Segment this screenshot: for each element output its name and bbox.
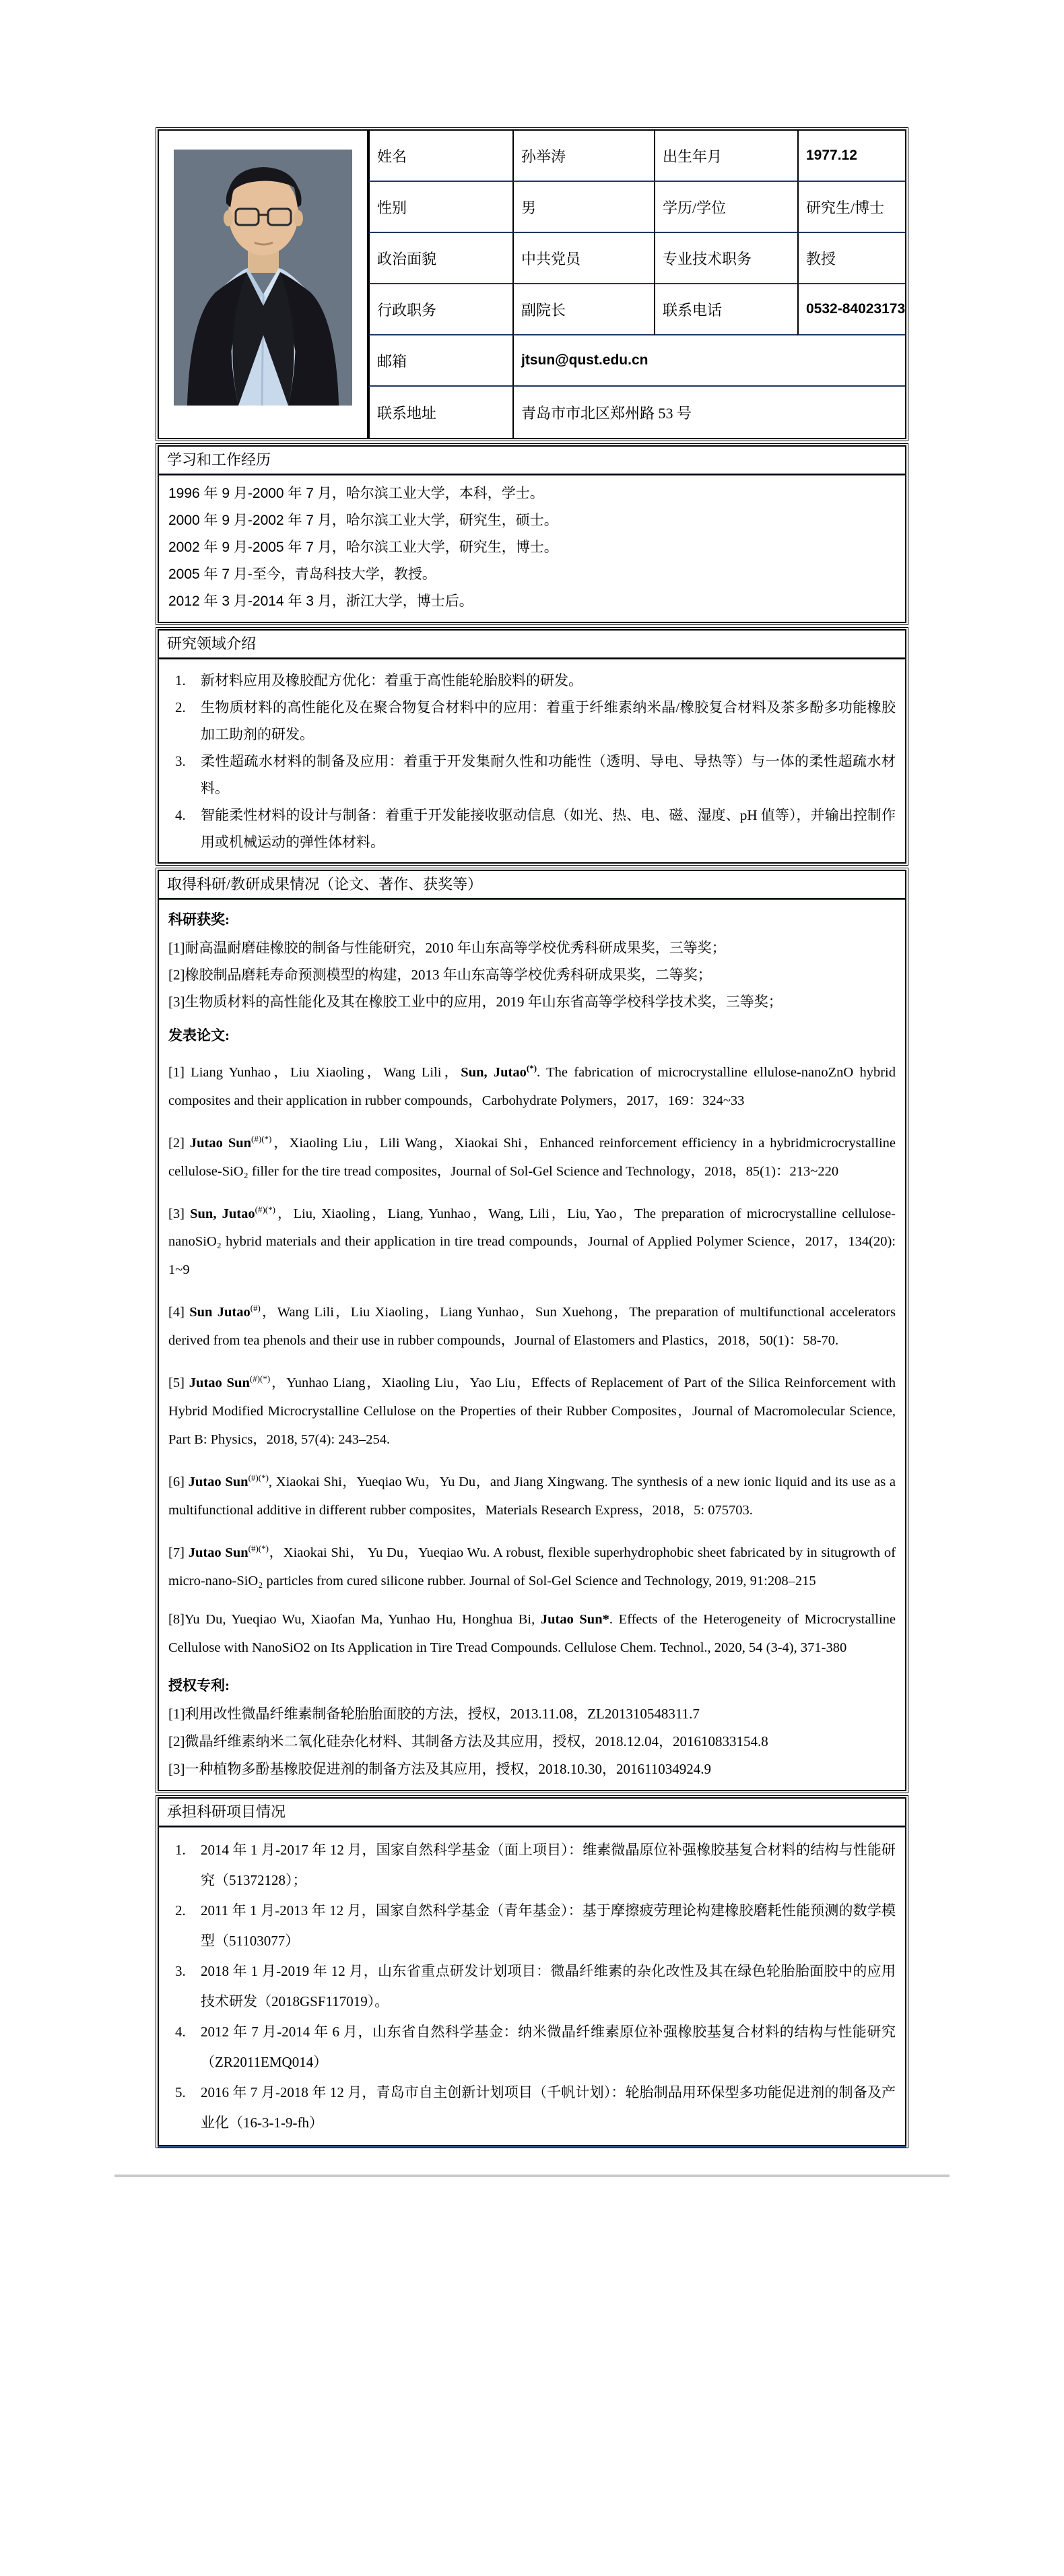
field-name-value: 孙举涛 bbox=[512, 131, 654, 182]
paper-item: [6] Jutao Sun(#)(*), Xiaokai Shi，Yueqiao Wu，Yu Du，and Jiang Xingwang. The synthesis of a new ionic liquid and its use as a multifunctional additive in different rubber composites，Materials Research Express，2018，5: 075703. bbox=[168, 1473, 896, 1518]
field-title-label: 专业技术职务 bbox=[654, 233, 797, 284]
cv-document bbox=[158, 129, 906, 2146]
awards-heading: 科研获奖: bbox=[168, 911, 230, 928]
paper-item: [1] Liang Yunhao，Liu Xiaoling，Wang Lili，Sun, Jutao(*). The fabrication of microcrystalline ellulose-nanoZnO hybrid composites and their application in rubber compounds，Carbohydrate Polymers，2017，169：324~33 bbox=[168, 1063, 896, 1108]
field-degree-value: 研究生/博士 bbox=[797, 182, 905, 233]
research-field-item: 生物质材料的高性能化及在聚合物复合材料中的应用：着重于纤维素纳米晶/橡胶复合材料及茶多酚多功能橡胶加工助剂的研发。 bbox=[201, 699, 896, 742]
paper-item: [3] Sun, Jutao(#)(*)，Liu, Xiaoling，Liang, Yunhao，Wang, Lili，Liu, Yao，The preparation of microcrystalline cellulose-nanoSiO₂ hybrid materials and their application in tire tread compounds，Journal of Applied Polymer Science，2017，134(20): 1~9 bbox=[168, 1204, 896, 1278]
paper-item: [4] Sun Jutao(#)，Wang Lili，Liu Xiaoling，Liang Yunhao，Sun Xuehong，The preparation of multifunctional accelerators derived from tea phenols and their use in rubber compounds，Journal of Elastomers and Plastics，2018，50(1)：58-70. bbox=[168, 1303, 896, 1349]
portrait-photo bbox=[174, 150, 352, 406]
award-item: [2]橡胶制品磨耗寿命预测模型的构建，2013 年山东高等学校优秀科研成果奖，二等奖； bbox=[168, 967, 712, 983]
section-title: 承担科研项目情况 bbox=[159, 1799, 905, 1827]
field-title-value: 教授 bbox=[797, 233, 905, 284]
section-title: 取得科研/教研成果情况（论文、著作、获奖等） bbox=[159, 871, 905, 899]
section-title: 学习和工作经历 bbox=[159, 447, 905, 475]
patent-item: [3]一种植物多酚基橡胶促进剂的制备方法及其应用，授权，2018.10.30，201611034924.9 bbox=[168, 1760, 711, 1777]
field-address-value: 青岛市市北区郑州路 53 号 bbox=[512, 387, 905, 438]
experience-line: 1996 年 9 月-2000 年 7 月，哈尔滨工业大学，本科，学士。 bbox=[168, 486, 544, 501]
projects-body bbox=[159, 1827, 905, 2145]
paper-item: [7] Jutao Sun(#)(*)，Xiaokai Shi， Yu Du，Yueqiao Wu. A robust, flexible superhydrophobic sheet fabricated by in situgrowth of micro-nano-SiO₂ particles from cured silicone rubber. Journal of Sol-Gel Science and Technology, 2019, 91:208–215 bbox=[168, 1543, 896, 1588]
patents-heading: 授权专利: bbox=[168, 1677, 230, 1694]
profile-table bbox=[158, 129, 906, 439]
field-gender-value: 男 bbox=[512, 182, 654, 233]
section-experience bbox=[158, 445, 906, 623]
field-gender-label: 性别 bbox=[368, 182, 512, 233]
field-party-value: 中共党员 bbox=[512, 233, 654, 284]
award-item: [1]耐高温耐磨硅橡胶的制备与性能研究，2010 年山东高等学校优秀科研成果奖，三等奖； bbox=[168, 940, 726, 956]
research-fields-body bbox=[159, 659, 905, 862]
project-item: 2011 年 1 月-2013 年 12 月，国家自然科学基金（青年基金）：基于摩擦疲劳理论构建橡胶磨耗性能预测的数学模型（51103077） bbox=[201, 1902, 896, 1949]
field-email-label: 邮箱 bbox=[368, 335, 512, 387]
field-phone-value: 0532-84023173 bbox=[797, 284, 905, 335]
footer-divider bbox=[114, 2175, 950, 2177]
research-field-item: 柔性超疏水材料的制备及应用：着重于开发集耐久性和功能性（透明、导电、导热等）与一体的柔性超疏水材料。 bbox=[201, 753, 896, 796]
field-birth-label: 出生年月 bbox=[654, 131, 797, 182]
research-field-item: 智能柔性材料的设计与制备：着重于开发能接收驱动信息（如光、热、电、磁、湿度、pH 值等），并输出控制作用或机械运动的弹性体材料。 bbox=[201, 807, 896, 850]
project-item: 2018 年 1 月-2019 年 12 月，山东省重点研发计划项目：微晶纤维素的杂化改性及其在绿色轮胎胎面胶中的应用技术研发（2018GSF117019）。 bbox=[201, 1962, 896, 2009]
patent-item: [2]微晶纤维素纳米二氧化硅杂化材料、其制备方法及其应用，授权，2018.12.04，201610833154.8 bbox=[168, 1733, 768, 1749]
field-party-label: 政治面貌 bbox=[368, 233, 512, 284]
project-item: 2012 年 7 月-2014 年 6 月，山东省自然科学基金：纳米微晶纤维素原位补强橡胶基复合材料的结构与性能研究（ZR2011EMQ014） bbox=[201, 2023, 896, 2070]
section-achievements bbox=[158, 870, 906, 1791]
field-degree-label: 学历/学位 bbox=[654, 182, 797, 233]
patent-item: [1]利用改性微晶纤维素制备轮胎胎面胶的方法，授权，2013.11.08，ZL201310548311.7 bbox=[168, 1705, 700, 1722]
field-admin-value: 副院长 bbox=[512, 284, 654, 335]
field-admin-label: 行政职务 bbox=[368, 284, 512, 335]
field-birth-value: 1977.12 bbox=[797, 131, 905, 182]
project-item: 2014 年 1 月-2017 年 12 月，国家自然科学基金（面上项目）：维素微晶原位补强橡胶基复合材料的结构与性能研究（51372128）； bbox=[201, 1841, 896, 1888]
paper-item: [5] Jutao Sun(#)(*)，Yunhao Liang，Xiaoling Liu，Yao Liu，Effects of Replacement of Part of the Silica Reinforcement with Hybrid Modified Microcrystalline Cellulose on the Properties of their Rubber Composites，Journal of Macromolecular Science, Part B: Physics，2018, 57(4): 243–254. bbox=[168, 1374, 896, 1448]
photo-cell bbox=[159, 131, 368, 438]
research-field-list bbox=[168, 667, 896, 856]
research-field-item: 新材料应用及橡胶配方优化：着重于高性能轮胎胶料的研发。 bbox=[201, 672, 583, 688]
project-item: 2016 年 7 月-2018 年 12 月，青岛市自主创新计划项目（千帆计划）：轮胎制品用环保型多功能促进剂的制备及产业化（16-3-1-9-fh） bbox=[201, 2084, 896, 2131]
section-projects bbox=[158, 1797, 906, 2146]
field-address-label: 联系地址 bbox=[368, 387, 512, 438]
paper-item: [2] Jutao Sun(#)(*)，Xiaoling Liu，Lili Wang，Xiaokai Shi，Enhanced reinforcement efficiency in a hybridmicrocrystalline cellulose-SiO₂ filler for the tire tread composites，Journal of Sol-Gel Science and Technology，2018，85(1)：213~220 bbox=[168, 1133, 896, 1179]
experience-body bbox=[159, 475, 905, 622]
achievements-body bbox=[159, 899, 905, 1790]
paper-item: [8]Yu Du, Yueqiao Wu, Xiaofan Ma, Yunhao Hu, Honghua Bi, Jutao Sun*. Effects of the Heterogeneity of Microcrystalline Cellulose with NanoSiO2 on Its Application in Tire Tread Compounds. Cellulose Chem. Technol., 2020, 54 (3-4), 371-380 bbox=[168, 1611, 896, 1655]
project-list bbox=[168, 1835, 896, 2138]
field-name-label: 姓名 bbox=[368, 131, 512, 182]
section-title: 研究领域介绍 bbox=[159, 631, 905, 659]
section-research-fields bbox=[158, 629, 906, 864]
experience-line: 2002 年 9 月-2005 年 7 月，哈尔滨工业大学，研究生，博士。 bbox=[168, 540, 558, 555]
field-email-value: jtsun@qust.edu.cn bbox=[512, 335, 905, 387]
experience-line: 2012 年 3 月-2014 年 3 月，浙江大学，博士后。 bbox=[168, 593, 473, 609]
papers-heading: 发表论文: bbox=[168, 1027, 230, 1043]
award-item: [3]生物质材料的高性能化及其在橡胶工业中的应用，2019 年山东省高等学校科学技术奖，三等奖； bbox=[168, 994, 783, 1010]
field-phone-label: 联系电话 bbox=[654, 284, 797, 335]
experience-line: 2005 年 7 月-至今，青岛科技大学，教授。 bbox=[168, 567, 436, 582]
experience-line: 2000 年 9 月-2002 年 7 月，哈尔滨工业大学，研究生，硕士。 bbox=[168, 513, 558, 528]
